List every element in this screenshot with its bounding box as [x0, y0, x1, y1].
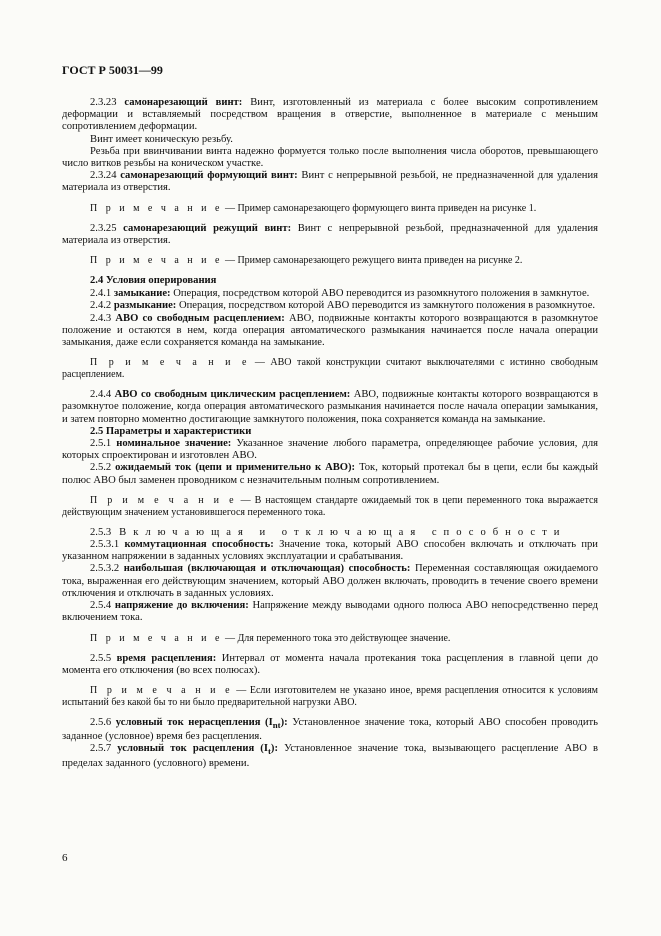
term-2-5-5: 2.5.5 время расцепления: Интервал от момента начала протекания тока расцепления в главной цепи до момента его отключения (во всех полюсах).	[62, 652, 599, 676]
term-2-3-24: 2.3.24 самонарезающий формующий винт: Винт с непрерывной резьбой, не предназначенной для удаления материала из отверстия.	[62, 170, 599, 194]
term-2-5-3-1: 2.5.3.1 коммутационная способность: Значение тока, который АВО способен включать и отключать при указанном напряжении в заданных условиях эксплуатации и срабатывания.	[62, 539, 598, 563]
term-2-5-3: 2.5.3 Включающая и отключающая способности	[90, 526, 567, 538]
term-2-5-2: 2.5.2 ожидаемый ток (цепи и применительно к АВО): Ток, который протекал бы в цепи, если бы каждый полюс АВО был заменен проводником с незначительным полным сопротивлением.	[62, 462, 598, 486]
note: П р и м е ч а н и е — Если изготовителем не указано иное, время расцепления относится к условиям испытаний без какой бы то ни было предварительной нагрузки АВО.	[62, 684, 599, 708]
document-header: ГОСТ Р 50031—99	[62, 63, 163, 77]
term-2-5-6: 2.5.6 условный ток нерасцепления $(I_{nt})$: Установленное значение тока, который АВО способен проводить заданное (условное) время без расцепления.	[62, 716, 598, 743]
page-content	[62, 97, 598, 770]
note: П р и м е ч а н и е — АВО такой конструкции считают выключателями с истинно свободным расцеплением.	[62, 357, 599, 381]
paragraph: Винт имеет коническую резьбу.	[90, 133, 233, 145]
term-2-5-7: 2.5.7 условный ток расцепления $(I_t)$: Установленное значение тока, вызывающего расцепление АВО в пределах заданного (условного) времени.	[62, 743, 598, 769]
section-heading: 2.4 Условия оперирования	[90, 275, 217, 287]
note: П р и м е ч а н и е — В настоящем стандарте ожидаемый ток в цепи переменного тока выражается действующим значением установившегося переменного тока.	[62, 494, 599, 518]
term-2-5-3-2: 2.5.3.2 наибольшая (включающая и отключающая) способность: Переменная составляющая ожидаемого тока, выраженная его действующим значением, который АВО должен включать, проводить в течение своего времени отключения и отключать в заданных условиях.	[62, 563, 598, 599]
note: П р и м е ч а н и е — Пример самонарезающего формующего винта приведен на рисунке 1.	[90, 202, 537, 214]
note: П р и м е ч а н и е — Пример самонарезающего режущего винта приведен на рисунке 2.	[90, 255, 523, 267]
paragraph: Резьба при ввинчивании винта надежно формуется только после выполнения числа оборотов, превышающего число витков резьбы на коническом участке.	[62, 145, 598, 170]
section-heading: 2.5 Параметры и характеристики	[90, 425, 252, 437]
term-2-4-4: 2.4.4 АВО со свободным циклическим расцеплением: АВО, подвижные контакты которого возвращаются в разомкнутое положение, когда операция автоматического размыкания начинается после начала операции замыкания, и затем повторно моментно достигающие замкнутого положения, пока сохраняется команда на замыкание.	[62, 389, 598, 425]
term-2-4-2: 2.4.2 размыкание: Операция, посредством которой АВО переводится из замкнутого положения в разомкнутое.	[90, 300, 596, 312]
term-2-3-23: 2.3.23 самонарезающий винт: Винт, изготовленный из материала с более высоким сопротивлением деформации и вставляемый посредством вращения в отверстие, выполненное в материале с меньшим сопротивлением деформации.	[62, 97, 598, 133]
term-2-5-4: 2.5.4 напряжение до включения: Напряжение между выводами одного полюса АВО непосредственно перед включением тока.	[62, 600, 598, 624]
note: П р и м е ч а н и е — Для переменного тока это действующее значение.	[90, 632, 451, 644]
term-2-4-1: 2.4.1 замыкание: Операция, посредством которой АВО переводится из разомкнутого положения в замкнутое.	[90, 288, 590, 300]
term-2-5-1: 2.5.1 номинальное значение: Указанное значение любого параметра, определяющее рабочие условия, для которых спроектирован и изготовлен АВО.	[62, 438, 598, 462]
term-2-4-3: 2.4.3 АВО со свободным расцеплением: АВО, подвижные контакты которого возвращаются в разомкнутое положение и остаются в нем, когда операция автоматического размыкания начинается после начала операции замыкания, даже если сохраняется команда на замыкание.	[62, 312, 599, 349]
page-number: 6	[62, 852, 68, 864]
term-2-3-25: 2.3.25 самонарезающий режущий винт: Винт с непрерывной резьбой, предназначенной для удаления материала из отверстия.	[62, 222, 598, 246]
